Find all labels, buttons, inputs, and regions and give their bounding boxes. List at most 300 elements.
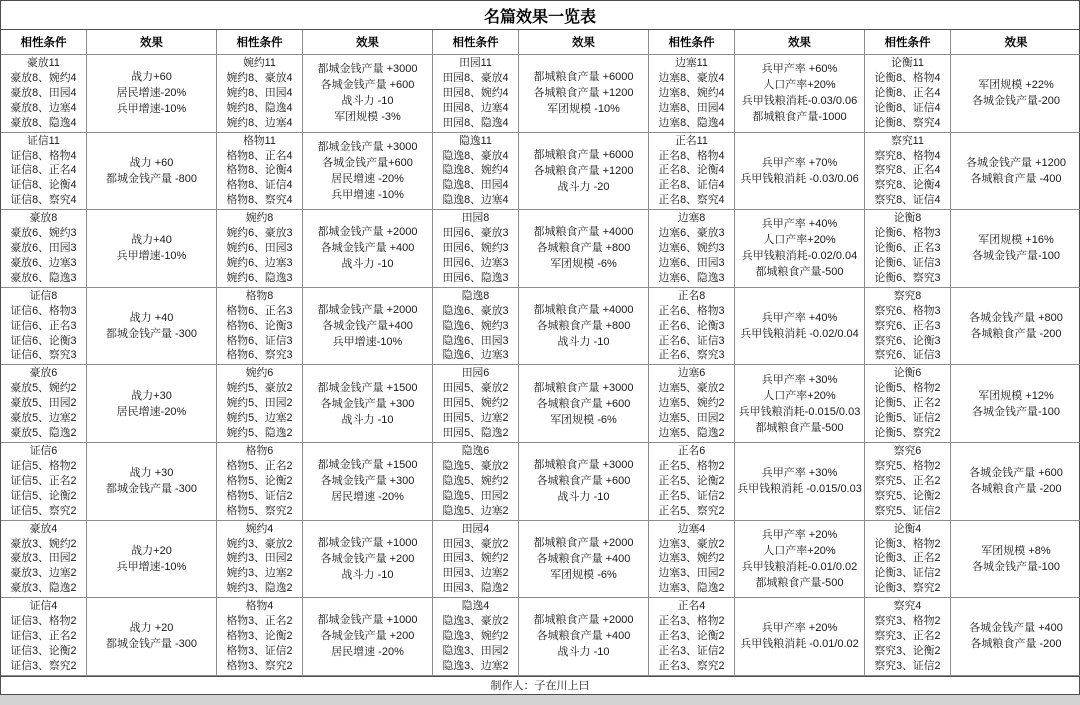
effect-line: 兵甲钱粮消耗-0.02/0.04 xyxy=(741,250,858,263)
effect-line: 各城粮食产量 -200 xyxy=(970,483,1062,496)
condition-cell-r7-g1 xyxy=(1,521,87,599)
condition-line: 豪放8、婉约4 xyxy=(10,71,77,84)
effect-cell-r1-g1 xyxy=(87,55,217,133)
condition-line: 正名5、格物2 xyxy=(658,459,725,472)
condition-line: 正名8 xyxy=(677,289,706,302)
condition-line: 隐逸6、豪放3 xyxy=(442,304,509,317)
effect-cell-r3-g4 xyxy=(735,210,865,288)
effect-line: 都城粮食产量 +6000 xyxy=(533,148,634,161)
condition-line: 格物3、正名2 xyxy=(226,615,293,628)
effect-line: 军团规模 -3% xyxy=(334,111,401,124)
condition-line: 论衡11 xyxy=(891,57,924,70)
condition-line: 察究8、正名4 xyxy=(874,164,941,177)
effect-cell-r5-g5 xyxy=(951,365,1080,443)
condition-line: 正名3、论衡2 xyxy=(658,630,725,642)
effect-line: 居民增速 -20% xyxy=(331,646,404,659)
condition-cell-r5-g2 xyxy=(217,365,303,443)
condition-line: 格物3、证信2 xyxy=(226,644,293,657)
condition-cell-r7-g3 xyxy=(433,521,519,599)
effect-line: 各城粮食产量 -400 xyxy=(970,172,1062,185)
condition-line: 婉约8、豪放4 xyxy=(226,71,293,84)
condition-cell-r4-g4 xyxy=(649,288,735,366)
header-condition: 相性条件 xyxy=(649,30,735,55)
effect-line: 兵甲产率 +20% xyxy=(761,528,838,541)
condition-cell-r5-g5 xyxy=(865,365,951,443)
condition-line: 豪放5、边塞2 xyxy=(10,412,77,425)
effect-cell-r3-g5 xyxy=(951,210,1080,288)
condition-line: 边塞5、婉约2 xyxy=(658,397,725,410)
effect-line: 各城金钱产量 +800 xyxy=(969,312,1063,325)
condition-line: 田园6、豪放3 xyxy=(442,227,509,240)
effect-cell-r5-g1 xyxy=(87,365,217,443)
condition-line: 婉约6、边塞3 xyxy=(226,256,293,269)
condition-line: 田园8、隐逸4 xyxy=(442,116,509,129)
condition-line: 格物6、正名3 xyxy=(226,304,293,317)
condition-line: 正名5、证信2 xyxy=(658,489,725,502)
effect-line: 居民增速-20% xyxy=(116,405,187,418)
condition-line: 证信3、正名2 xyxy=(10,630,77,642)
effect-line: 兵甲增速-10% xyxy=(116,250,187,263)
condition-line: 豪放6、隐逸3 xyxy=(10,271,77,284)
effect-line: 兵甲增速-10% xyxy=(116,560,187,573)
condition-line: 格物8 xyxy=(245,289,274,302)
condition-line: 婉约8、边塞4 xyxy=(226,116,293,129)
condition-line: 隐逸3、婉约2 xyxy=(442,630,509,642)
condition-line: 正名6、证信3 xyxy=(658,334,725,347)
header-condition: 相性条件 xyxy=(217,30,303,55)
effect-cell-r4-g1 xyxy=(87,288,217,366)
condition-line: 论衡8、察究4 xyxy=(874,116,941,129)
condition-line: 论衡3、格物2 xyxy=(874,537,941,550)
condition-line: 边塞3、豪放2 xyxy=(658,537,725,550)
effect-line: 各城金钱产量-200 xyxy=(971,95,1061,108)
effect-line: 战斗力 -10 xyxy=(557,646,610,659)
condition-line: 田园3、婉约2 xyxy=(442,552,509,565)
effect-line: 人口产率+20% xyxy=(763,79,836,92)
header-effect: 效果 xyxy=(951,30,1080,55)
effect-line: 各城粮食产量 +1200 xyxy=(533,164,634,177)
condition-line: 边塞5、田园2 xyxy=(658,412,725,425)
condition-line: 边塞6、婉约3 xyxy=(658,242,725,255)
condition-line: 格物4 xyxy=(245,600,274,613)
condition-line: 证信11 xyxy=(27,134,60,147)
condition-cell-r3-g5 xyxy=(865,210,951,288)
effect-cell-r6-g1 xyxy=(87,443,217,521)
effect-line: 军团规模 +12% xyxy=(978,389,1054,402)
effect-cell-r1-g5 xyxy=(951,55,1080,133)
effect-line: 各城粮食产量 +800 xyxy=(536,320,631,333)
condition-cell-r3-g2 xyxy=(217,210,303,288)
effect-line: 都城金钱产量 -300 xyxy=(105,638,198,651)
condition-line: 豪放11 xyxy=(27,57,60,70)
header-condition: 相性条件 xyxy=(865,30,951,55)
condition-line: 证信6、正名3 xyxy=(10,319,77,332)
condition-line: 论衡3、正名2 xyxy=(874,552,941,565)
effect-line: 各城粮食产量 +1200 xyxy=(533,87,634,100)
effect-cell-r8-g1 xyxy=(87,598,217,676)
condition-line: 察究3、论衡2 xyxy=(874,644,941,657)
condition-line: 田园6、边塞3 xyxy=(442,256,509,269)
condition-line: 田园8、边塞4 xyxy=(442,101,509,114)
effect-line: 兵甲钱粮消耗-0.01/0.02 xyxy=(741,560,858,573)
effect-cell-r3-g2 xyxy=(303,210,433,288)
credits-footer: 制作人：子在川上曰 xyxy=(1,676,1079,693)
condition-line: 隐逸6、田园3 xyxy=(442,334,509,347)
effect-line: 都城粮食产量 +6000 xyxy=(533,71,634,84)
effect-line: 兵甲钱粮消耗 -0.015/0.03 xyxy=(737,483,862,496)
condition-line: 隐逸6 xyxy=(461,445,490,457)
condition-line: 论衡5、证信2 xyxy=(874,412,941,425)
condition-line: 边塞6 xyxy=(677,367,706,380)
condition-line: 豪放6、婉约3 xyxy=(10,227,77,240)
effect-line: 战斗力 -20 xyxy=(557,180,610,193)
effect-cell-r1-g3 xyxy=(519,55,649,133)
effect-line: 军团规模 +8% xyxy=(981,544,1051,557)
effect-line: 兵甲钱粮消耗-0.015/0.03 xyxy=(738,405,861,418)
effect-line: 各城金钱产量 +300 xyxy=(320,475,415,488)
effect-cell-r5-g2 xyxy=(303,365,433,443)
effect-line: 战力+30 xyxy=(131,389,172,402)
page-title: 名篇效果一览表 xyxy=(1,1,1079,30)
condition-line: 察究8、论衡4 xyxy=(874,179,941,192)
condition-cell-r4-g3 xyxy=(433,288,519,366)
effect-line: 各城粮食产量 +400 xyxy=(536,630,631,643)
condition-line: 正名3、察究2 xyxy=(658,659,725,672)
condition-line: 论衡8 xyxy=(893,212,922,225)
condition-line: 豪放8、边塞4 xyxy=(10,101,77,114)
condition-line: 田园11 xyxy=(459,57,492,70)
effect-cell-r2-g2 xyxy=(303,133,433,211)
condition-line: 正名11 xyxy=(675,134,708,147)
condition-line: 正名3、证信2 xyxy=(658,644,725,657)
effect-line: 各城粮食产量 -200 xyxy=(970,638,1062,651)
condition-cell-r8-g1 xyxy=(1,598,87,676)
effect-line: 都城粮食产量-500 xyxy=(755,266,844,279)
effect-line: 各城金钱产量 +600 xyxy=(969,467,1063,480)
condition-line: 论衡6、证信3 xyxy=(874,256,941,269)
condition-cell-r4-g5 xyxy=(865,288,951,366)
condition-line: 证信4 xyxy=(29,600,58,613)
condition-line: 婉约5、隐逸2 xyxy=(226,427,293,440)
condition-line: 豪放6、边塞3 xyxy=(10,256,77,269)
condition-cell-r2-g1 xyxy=(1,133,87,211)
condition-line: 正名5、察究2 xyxy=(658,504,725,517)
condition-line: 论衡6、格物3 xyxy=(874,227,941,240)
condition-line: 豪放5、田园2 xyxy=(10,397,77,410)
condition-line: 论衡6、察究3 xyxy=(874,271,941,284)
condition-line: 隐逸5、田园2 xyxy=(442,489,509,502)
condition-line: 豪放6 xyxy=(29,367,58,380)
effect-cell-r1-g2 xyxy=(303,55,433,133)
condition-line: 察究8、格物4 xyxy=(874,149,941,162)
condition-line: 论衡5、察究2 xyxy=(874,427,941,440)
condition-line: 田园8 xyxy=(461,212,490,225)
condition-line: 田园6 xyxy=(461,367,490,380)
condition-line: 边塞5、豪放2 xyxy=(658,382,725,395)
condition-line: 正名6、察究3 xyxy=(658,349,725,362)
header-effect: 效果 xyxy=(87,30,217,55)
effect-line: 都城金钱产量 +1000 xyxy=(317,536,418,549)
condition-cell-r6-g5 xyxy=(865,443,951,521)
effect-line: 都城粮食产量 +2000 xyxy=(533,614,634,627)
condition-line: 边塞6、隐逸3 xyxy=(658,271,725,284)
effect-line: 都城粮食产量-500 xyxy=(755,421,844,434)
condition-cell-r7-g4 xyxy=(649,521,735,599)
effect-line: 都城粮食产量 +4000 xyxy=(533,226,634,239)
effect-cell-r5-g3 xyxy=(519,365,649,443)
condition-line: 察究6、论衡3 xyxy=(874,334,941,347)
condition-line: 豪放5、隐逸2 xyxy=(10,427,77,440)
effect-line: 兵甲产率 +40% xyxy=(761,312,838,325)
condition-line: 豪放4 xyxy=(29,522,58,535)
condition-line: 婉约3、豪放2 xyxy=(226,537,293,550)
condition-line: 田园8、豪放4 xyxy=(442,71,509,84)
effect-line: 居民增速 -20% xyxy=(331,172,404,185)
condition-line: 证信8 xyxy=(29,289,58,302)
condition-cell-r6-g4 xyxy=(649,443,735,521)
condition-line: 察究6、格物3 xyxy=(874,304,941,317)
condition-cell-r1-g3 xyxy=(433,55,519,133)
effect-line: 军团规模 -6% xyxy=(550,568,617,581)
effect-line: 都城金钱产量 +3000 xyxy=(317,140,418,153)
effect-line: 战力+40 xyxy=(131,234,172,247)
condition-line: 正名3、格物2 xyxy=(658,615,725,628)
condition-line: 隐逸8 xyxy=(461,289,490,302)
condition-line: 察究3、证信2 xyxy=(874,659,941,672)
effect-line: 都城粮食产量-1000 xyxy=(752,111,847,124)
condition-line: 论衡6、正名3 xyxy=(874,242,941,255)
effect-cell-r3-g3 xyxy=(519,210,649,288)
effect-cell-r3-g1 xyxy=(87,210,217,288)
effect-cell-r6-g4 xyxy=(735,443,865,521)
effect-cell-r6-g5 xyxy=(951,443,1080,521)
header-effect: 效果 xyxy=(735,30,865,55)
effect-line: 各城金钱产量 +200 xyxy=(320,630,415,643)
effect-line: 军团规模 -6% xyxy=(550,258,617,271)
condition-line: 婉约6、隐逸3 xyxy=(226,271,293,284)
condition-line: 正名6 xyxy=(677,445,706,457)
condition-line: 证信6、格物3 xyxy=(10,304,77,317)
effect-line: 各城金钱产量 +200 xyxy=(320,552,415,565)
condition-line: 边塞8、田园4 xyxy=(658,101,725,114)
condition-line: 证信6、论衡3 xyxy=(10,334,77,347)
condition-line: 格物6、察究3 xyxy=(226,349,293,362)
condition-cell-r6-g3 xyxy=(433,443,519,521)
condition-line: 格物6 xyxy=(245,445,274,457)
effect-cell-r5-g4 xyxy=(735,365,865,443)
effect-cell-r7-g1 xyxy=(87,521,217,599)
effect-cell-r7-g3 xyxy=(519,521,649,599)
effect-line: 都城粮食产量-500 xyxy=(755,576,844,589)
condition-line: 田园5、隐逸2 xyxy=(442,427,509,440)
effect-line: 人口产率+20% xyxy=(763,234,836,247)
condition-line: 隐逸3、田园2 xyxy=(442,644,509,657)
condition-line: 察究4 xyxy=(893,600,922,613)
condition-line: 婉约8 xyxy=(245,212,274,225)
bottom-strip xyxy=(0,695,1080,705)
condition-line: 论衡5、格物2 xyxy=(874,382,941,395)
effect-line: 兵甲增速-10% xyxy=(116,103,187,116)
effect-line: 各城粮食产量 -200 xyxy=(970,328,1062,341)
condition-line: 边塞4 xyxy=(677,522,706,535)
effect-line: 都城金钱产量 -800 xyxy=(105,172,198,185)
condition-cell-r3-g1 xyxy=(1,210,87,288)
effect-line: 战斗力 -10 xyxy=(341,568,394,581)
condition-line: 隐逸5、婉约2 xyxy=(442,474,509,487)
effect-line: 战斗力 -10 xyxy=(341,413,394,426)
condition-line: 正名8、格物4 xyxy=(658,149,725,162)
condition-cell-r3-g3 xyxy=(433,210,519,288)
effect-line: 兵甲产率 +40% xyxy=(761,218,838,231)
effect-line: 兵甲钱粮消耗 -0.02/0.04 xyxy=(740,328,859,341)
condition-line: 婉约8、田园4 xyxy=(226,86,293,99)
condition-line: 正名8、论衡4 xyxy=(658,164,725,177)
condition-line: 证信5、察究2 xyxy=(10,504,77,517)
effect-line: 都城金钱产量 +2000 xyxy=(317,226,418,239)
effect-line: 战力+60 xyxy=(131,71,172,84)
condition-line: 婉约11 xyxy=(243,57,276,70)
effect-line: 都城粮食产量 +2000 xyxy=(533,536,634,549)
condition-line: 证信6 xyxy=(29,445,58,457)
condition-line: 察究3、正名2 xyxy=(874,630,941,642)
condition-line: 隐逸5、豪放2 xyxy=(442,459,509,472)
header-effect: 效果 xyxy=(519,30,649,55)
condition-line: 正名6、论衡3 xyxy=(658,319,725,332)
condition-line: 豪放3、田园2 xyxy=(10,552,77,565)
effect-line: 各城金钱产量 +400 xyxy=(320,242,415,255)
condition-line: 田园3、边塞2 xyxy=(442,567,509,580)
effect-line: 各城金钱产量-100 xyxy=(971,560,1061,573)
condition-cell-r1-g4 xyxy=(649,55,735,133)
condition-line: 豪放3、边塞2 xyxy=(10,567,77,580)
condition-cell-r4-g1 xyxy=(1,288,87,366)
condition-line: 婉约6、豪放3 xyxy=(226,227,293,240)
effect-line: 战力+20 xyxy=(131,544,172,557)
header-condition: 相性条件 xyxy=(433,30,519,55)
effect-cell-r8-g3 xyxy=(519,598,649,676)
effect-line: 各城金钱产量+600 xyxy=(322,156,413,169)
effect-line: 各城粮食产量 +400 xyxy=(536,552,631,565)
condition-cell-r7-g2 xyxy=(217,521,303,599)
effect-line: 都城金钱产量 -300 xyxy=(105,483,198,496)
effect-cell-r2-g1 xyxy=(87,133,217,211)
condition-line: 隐逸3、边塞2 xyxy=(442,659,509,672)
condition-line: 边塞11 xyxy=(675,57,708,70)
effect-cell-r7-g4 xyxy=(735,521,865,599)
condition-line: 豪放8 xyxy=(29,212,58,225)
condition-line: 边塞6、豪放3 xyxy=(658,227,725,240)
effect-cell-r8-g5 xyxy=(951,598,1080,676)
effect-cell-r8-g4 xyxy=(735,598,865,676)
effect-line: 各城金钱产量 +400 xyxy=(969,622,1063,635)
condition-line: 婉约5、田园2 xyxy=(226,397,293,410)
effect-cell-r4-g2 xyxy=(303,288,433,366)
condition-line: 察究6、正名3 xyxy=(874,319,941,332)
effect-line: 都城粮食产量 +3000 xyxy=(533,459,634,472)
effect-line: 都城金钱产量 +1500 xyxy=(317,459,418,472)
condition-line: 证信5、格物2 xyxy=(10,459,77,472)
effect-line: 军团规模 +16% xyxy=(978,234,1054,247)
effect-cell-r7-g2 xyxy=(303,521,433,599)
condition-line: 豪放8、隐逸4 xyxy=(10,116,77,129)
effect-cell-r7-g5 xyxy=(951,521,1080,599)
condition-line: 察究3、格物2 xyxy=(874,615,941,628)
condition-line: 格物5、证信2 xyxy=(226,489,293,502)
condition-line: 边塞3、隐逸2 xyxy=(658,582,725,595)
effect-cell-r2-g4 xyxy=(735,133,865,211)
condition-line: 隐逸8、豪放4 xyxy=(442,149,509,162)
effect-line: 居民增速 -20% xyxy=(331,491,404,504)
condition-cell-r6-g2 xyxy=(217,443,303,521)
condition-line: 察究5、论衡2 xyxy=(874,489,941,502)
effect-line: 战斗力 -10 xyxy=(341,95,394,108)
condition-line: 婉约8、隐逸4 xyxy=(226,101,293,114)
effect-line: 都城金钱产量 -300 xyxy=(105,328,198,341)
condition-line: 论衡8、正名4 xyxy=(874,86,941,99)
condition-line: 婉约6、田园3 xyxy=(226,242,293,255)
condition-line: 证信3、论衡2 xyxy=(10,644,77,657)
condition-line: 正名8、察究4 xyxy=(658,194,725,207)
condition-line: 格物11 xyxy=(243,134,276,147)
condition-line: 边塞3、婉约2 xyxy=(658,552,725,565)
condition-cell-r7-g5 xyxy=(865,521,951,599)
condition-line: 论衡3、证信2 xyxy=(874,567,941,580)
condition-line: 田园5、豪放2 xyxy=(442,382,509,395)
condition-line: 论衡8、证信4 xyxy=(874,101,941,114)
condition-line: 田园4 xyxy=(461,522,490,535)
condition-line: 证信3、察究2 xyxy=(10,659,77,672)
condition-line: 边塞8 xyxy=(677,212,706,225)
condition-line: 察究8 xyxy=(893,289,922,302)
condition-line: 格物5、正名2 xyxy=(226,459,293,472)
effect-cell-r8-g2 xyxy=(303,598,433,676)
effect-line: 都城金钱产量 +3000 xyxy=(317,63,418,76)
effect-line: 兵甲产率 +30% xyxy=(761,373,838,386)
condition-line: 格物3、察究2 xyxy=(226,659,293,672)
condition-line: 豪放3、婉约2 xyxy=(10,537,77,550)
effect-line: 各城金钱产量-100 xyxy=(971,405,1061,418)
condition-line: 格物5、论衡2 xyxy=(226,474,293,487)
condition-line: 隐逸11 xyxy=(459,134,492,147)
condition-line: 正名8、证信4 xyxy=(658,179,725,192)
condition-line: 田园5、边塞2 xyxy=(442,412,509,425)
effect-cell-r2-g3 xyxy=(519,133,649,211)
condition-line: 论衡6 xyxy=(893,367,922,380)
condition-cell-r2-g3 xyxy=(433,133,519,211)
effect-line: 军团规模 +22% xyxy=(978,79,1054,92)
condition-line: 正名6、格物3 xyxy=(658,304,725,317)
condition-cell-r5-g3 xyxy=(433,365,519,443)
effect-cell-r2-g5 xyxy=(951,133,1080,211)
condition-line: 边塞8、豪放4 xyxy=(658,71,725,84)
effect-line: 战力 +60 xyxy=(129,156,174,169)
condition-line: 格物6、论衡3 xyxy=(226,319,293,332)
condition-line: 隐逸8、边塞4 xyxy=(442,194,509,207)
effect-line: 战斗力 -10 xyxy=(557,336,610,349)
condition-line: 证信8、论衡4 xyxy=(10,179,77,192)
condition-line: 证信8、格物4 xyxy=(10,149,77,162)
condition-line: 证信8、察究4 xyxy=(10,194,77,207)
condition-line: 证信5、论衡2 xyxy=(10,489,77,502)
condition-line: 察究5、格物2 xyxy=(874,459,941,472)
condition-line: 婉约6 xyxy=(245,367,274,380)
condition-cell-r6-g1 xyxy=(1,443,87,521)
effect-line: 居民增速-20% xyxy=(116,87,187,100)
effect-line: 各城金钱产量+400 xyxy=(322,320,413,333)
effect-line: 兵甲钱粮消耗 -0.01/0.02 xyxy=(740,638,859,651)
condition-line: 隐逸8、田园4 xyxy=(442,179,509,192)
effect-line: 都城粮食产量 +4000 xyxy=(533,304,634,317)
